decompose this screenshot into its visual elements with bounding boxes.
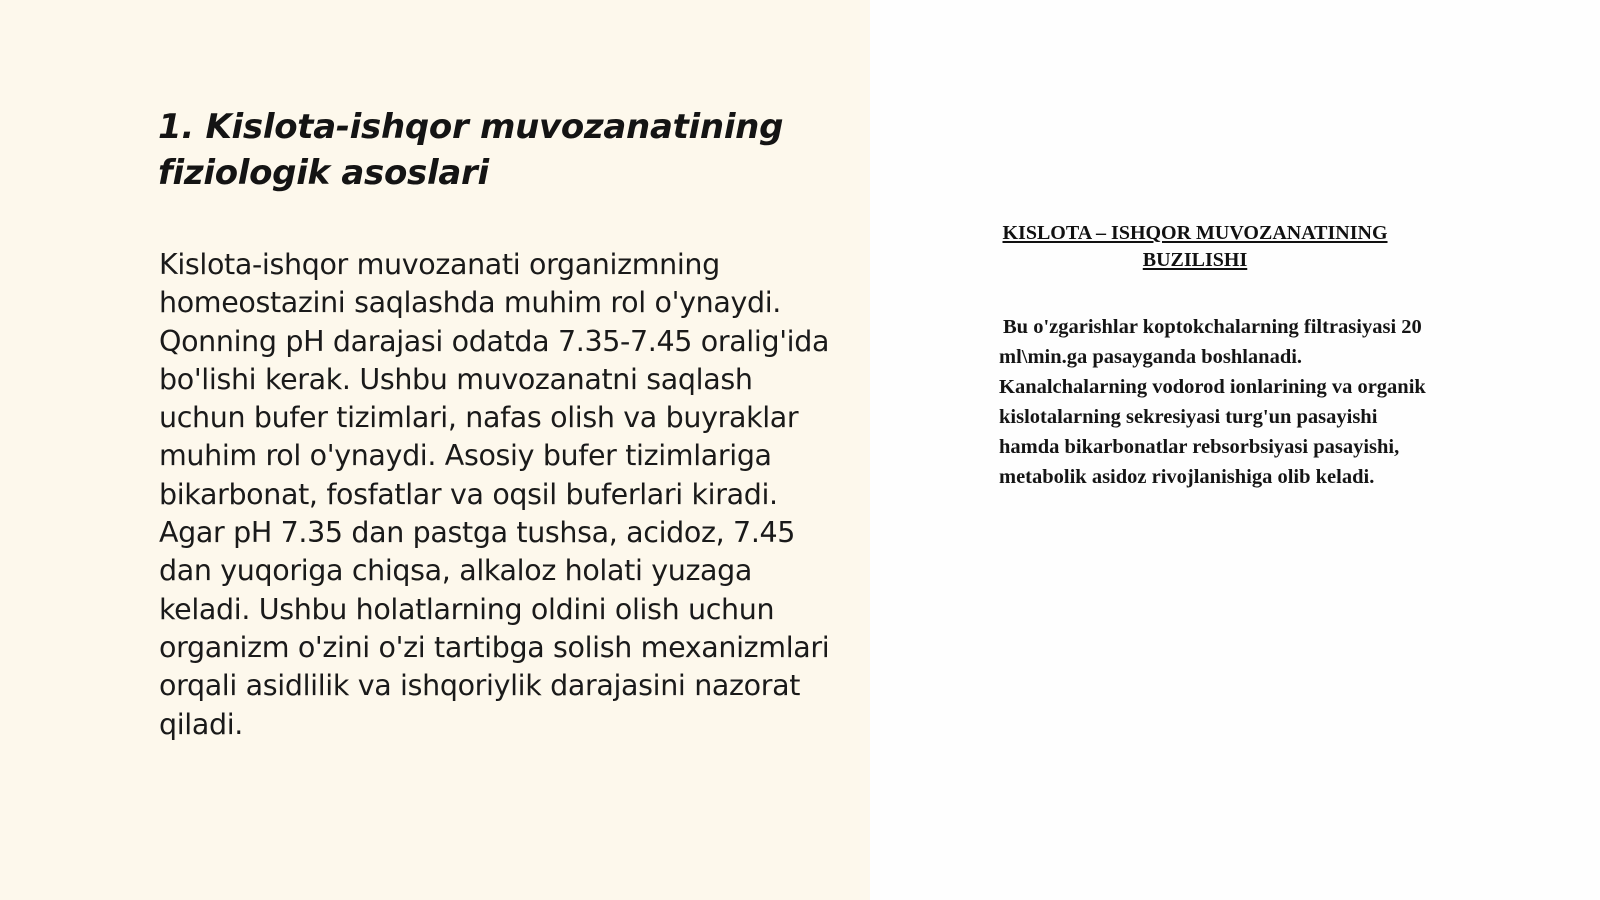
scanned-document-image [960,210,1430,570]
scan-heading: KISLOTA – ISHQOR MUVOZANATINING BUZILISHI [1002,222,1388,271]
slide-title: 1. Kislota-ishqor muvozanatining fiziologik asoslari [158,107,784,193]
scan-paragraph: Bu o'zgarishlar koptokchalarning filtrasiyasi 20 ml\min.ga pasayganda boshlanadi. Kanalchalarning vodorod ionlarining va organik kislotalarning sekresiyasi turg'un pasayishi hamda bikarbonatlar rebsorbsiyasi pasayishi, metabolik asidoz rivojlanishiga olib keladi. [999,316,1426,488]
slide-body-text: Kislota-ishqor muvozanati organizmning homeostazini saqlashda muhim rol o'ynaydi. Qonning pH darajasi odatda 7.35-7.45 oralig'ida bo'lishi kerak. Ushbu muvozanatni saqlash uchun bufer tizimlari, nafas olish va buyraklar muhim rol o'ynaydi. Asosiy bufer tizimlariga bikarbonat, fosfatlar va oqsil buferlari kiradi. Agar pH 7.35 dan pastga tushsa, acidoz, 7.45 dan yuqoriga chiqsa, alkaloz holati yuzaga keladi. Ushbu holatlarning oldini olish uchun organizm o'zini o'zi tartibga solish mexanizmlari orqali asidlilik va ishqoriylik darajasini nazorat qiladi. [159,248,830,741]
